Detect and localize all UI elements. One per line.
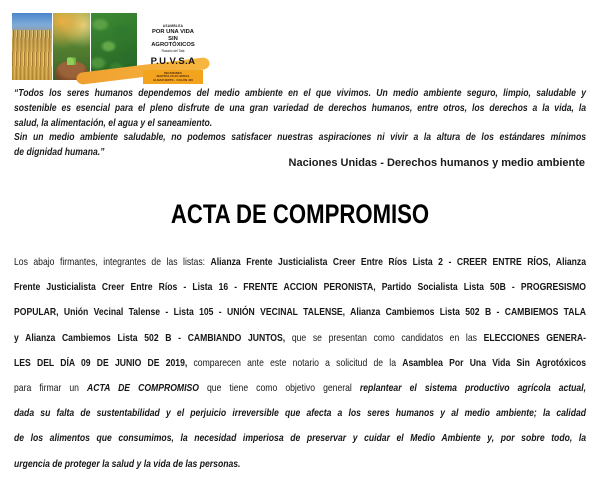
- body-line: [14, 452, 586, 477]
- body-segment: replantear el sistema productivo agrícola actual,: [359, 383, 587, 395]
- body-segment: ELECCIONES GENERA-: [483, 332, 587, 344]
- body-paragraph: [14, 250, 586, 477]
- body-segment: que se presentan como candidatos en las: [285, 332, 484, 344]
- body-segment: de los alimentos que consumimos, la necesidad imperiosa de preservar y cuidar el Medio Ambiente y, por sobre todo, la: [14, 433, 587, 445]
- body-line: [14, 326, 586, 351]
- body-line: [14, 426, 586, 451]
- logo-banner-line: REUNIONES: [164, 70, 182, 75]
- wheat-photo: [12, 13, 52, 80]
- body-line: [14, 351, 586, 376]
- quote-line: “Todos los seres humanos dependemos del medio ambiente en el que vivimos. Un medio ambiente seguro, limpio, saludable y: [14, 88, 587, 99]
- body-line: [14, 250, 586, 275]
- body-segment: y Alianza Cambiemos Lista 502 B - CAMBIANDO JUNTOS,: [14, 332, 286, 344]
- body-segment: urgencia de proteger la salud y la vida de las personas.: [14, 458, 241, 470]
- hands-seedling-photo: [53, 13, 90, 80]
- quote-line: sostenible es esencial para el pleno disfrute de una gran variedad de derechos humanos, entre otros, los derechos a la vida, la: [14, 102, 587, 114]
- body-line: [14, 275, 586, 300]
- body-line: [14, 401, 586, 426]
- body-segment: que tiene como objetivo general: [198, 383, 360, 395]
- quote-attribution: Naciones Unidas - Derechos humanos y medio ambiente: [288, 157, 585, 169]
- body-segment: POPULAR, Unión Vecinal Talense - Lista 105 - UNIÓN VECINAL TALENSE, Alianza Cambiemos Lista 502 B - CAMBIEMOS TALA: [14, 307, 587, 319]
- body-segment: dada su falta de sustentabilidad y el perjuicio irreversible que afecta a los seres humanos y al medio ambiente; la calidad: [14, 408, 587, 420]
- body-line: [14, 300, 586, 325]
- body-segment: ACTA DE COMPROMISO: [87, 383, 199, 395]
- body-line: [14, 376, 586, 401]
- body-segment: Los abajo firmantes, integrantes de las listas:: [14, 257, 211, 268]
- logo-subtitle: Rosario del Tala: [161, 48, 185, 53]
- logo-text-block: [138, 25, 208, 84]
- body-segment: para firmar un: [14, 383, 88, 395]
- page-title: ACTA DE COMPROMISO: [170, 199, 430, 229]
- header-logo: [12, 13, 204, 81]
- quote-line: de dignidad humana.”: [14, 147, 105, 159]
- body-segment: Frente Justicialista Creer Entre Ríos - Lista 16 - FRENTE ACCION PERONISTA, Partido Socialista Lista 50B - PROGRESISMO: [14, 282, 587, 294]
- logo-acronym: P.U.V.S.A: [150, 56, 196, 68]
- logo-asamblea: ASAMBLEA: [162, 24, 184, 28]
- logo-name-line3: AGROTÓXICOS: [151, 42, 195, 49]
- logo-name-line1: POR UNA VIDA: [152, 28, 194, 35]
- logo-banner-line: ALMAFUERTE - COLON 420: [152, 77, 193, 82]
- quote-line: salud, la alimentación, el agua y el saneamiento.: [14, 117, 213, 129]
- body-segment: Alianza Frente Justicialista Creer Entre Ríos Lista 2 - CREER ENTRE RÍOS, Alianza: [210, 257, 587, 268]
- body-segment: comparecen ante este notario a solicitud de la: [187, 357, 403, 369]
- logo-banner: [143, 70, 203, 83]
- body-segment: Asamblea Por Una Vida Sin Agrotóxicos: [402, 357, 587, 369]
- quote-paragraph: [14, 87, 586, 161]
- body-segment: LES DEL DÍA 09 DE JUNIO DE 2019,: [14, 357, 188, 369]
- quote-line: Sin un medio ambiente saludable, no podemos satisfacer nuestras aspiraciones ni vivir a la altura de los estándares mínimos: [14, 132, 587, 144]
- logo-name-line2: SIN: [168, 35, 178, 42]
- logo-banner-line: MARTES 20.30 HORAS: [156, 74, 190, 79]
